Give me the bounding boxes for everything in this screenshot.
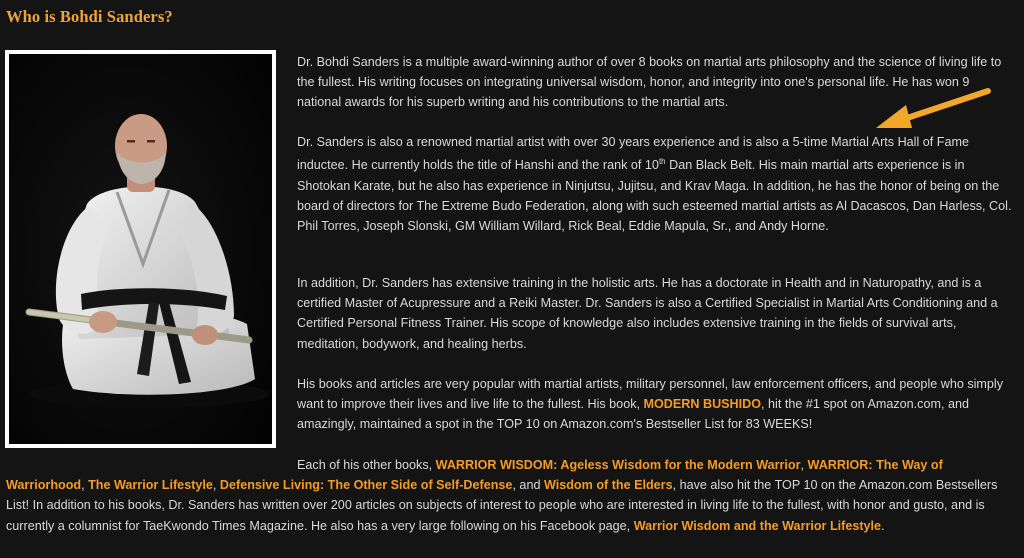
text-fragment: , have also hit the TOP 10 on the Amazon.com Bestsellers List! In addition to his books, Dr. Sanders has written over 200 articles on subjects of interest to people who are interested in living life to the fullest, with honor and gusto, and is currently a columnist for TaeKwondo Times Magazine. He also has a very large following on his Facebook page, xyxy=(6,478,998,533)
paragraph-bio-holistic: In addition, Dr. Sanders has extensive training in the holistic arts. He has a doctorate in Health and in Naturopathy, and is a certified Master of Acupressure and a Reiki Master. Dr. Sanders is also a Certified Specialist in Martial Arts Conditioning and a Certified Personal Fitness Trainer. His scope of knowledge also includes extensive training in the fields of survival arts, meditation, bodywork, and healing herbs. xyxy=(297,276,998,351)
text-fragment: Dr. Sanders is also a renowned martial artist with over 30 years experience and is also a 5-time Martial Arts Hall of Fame inductee. He currently holds the title of Hanshi and the rank of 10 xyxy=(297,135,969,173)
martial-artist-illustration xyxy=(9,54,272,444)
facebook-page-link[interactable]: Warrior Wisdom and the Warrior Lifestyle xyxy=(633,518,882,533)
paragraph-bio-author: Dr. Bohdi Sanders is a multiple award-winning author of over 8 books on martial arts philosophy and the science of living life to the fullest. His writing focuses on integrating universal wisdom, honor, and integrity into one's personal life. He has won 9 national awards for his superb writing and his contributions to the martial arts. xyxy=(297,55,1002,110)
book-link-warriorhood[interactable]: Warriorhood xyxy=(6,478,82,493)
arrow-icon xyxy=(876,86,994,132)
text-fragment: Dan Black Belt. His main martial arts experience is in Shotokan Karate, but he also has experience in Ninjutsu, Jujitsu, and Krav Maga. In addition, he has the honor of being on the board of directors for The Extreme Budo Federation, along with such esteemed martial artists as Al Dacascos, Dan Harless, Col. Phil Torres, Joseph Slonski, GM William Willard, Rick Beal, Eddie Mapula, Sr., and Andy Horne. xyxy=(297,158,1012,233)
book-link-wisdom-of-elders[interactable]: Wisdom of the Elders xyxy=(543,478,673,493)
author-photo xyxy=(5,50,276,448)
book-link-warrior-way[interactable]: WARRIOR: The Way of xyxy=(807,458,943,472)
book-link-warrior-wisdom[interactable]: WARRIOR WISDOM: Ageless Wisdom for the Modern Warrior xyxy=(435,458,801,472)
paragraph-bio-other-books xyxy=(6,455,1018,536)
text-fragment: , xyxy=(212,478,220,493)
book-link-defensive-living[interactable]: Defensive Living: The Other Side of Self-Defense xyxy=(219,478,513,493)
text-fragment: His books and articles are very popular with martial artists, military personnel, law enforcement officers, and people who simply want to improve their lives and live life to the fullest. His book, xyxy=(297,377,1004,412)
text-fragment: Each of his other books, xyxy=(297,458,436,472)
text-fragment: , and xyxy=(512,478,544,493)
paragraph-bio-books xyxy=(297,374,1015,435)
text-fragment: , hit the #1 spot on Amazon.com, and amazingly, maintained a spot in the TOP 10 on Amazon.com's Bestseller List for 83 WEEKS! xyxy=(297,397,969,432)
book-link-modern-bushido[interactable]: MODERN BUSHIDO xyxy=(643,397,762,412)
text-fragment: . xyxy=(881,518,885,533)
text-fragment: , xyxy=(81,478,89,493)
page-title: Who is Bohdi Sanders? xyxy=(6,7,173,26)
book-link-warrior-lifestyle[interactable]: The Warrior Lifestyle xyxy=(88,478,213,493)
ordinal-suffix: th xyxy=(658,157,666,167)
paragraph-bio-martial-arts xyxy=(297,132,1015,236)
text-fragment: , xyxy=(800,458,808,472)
